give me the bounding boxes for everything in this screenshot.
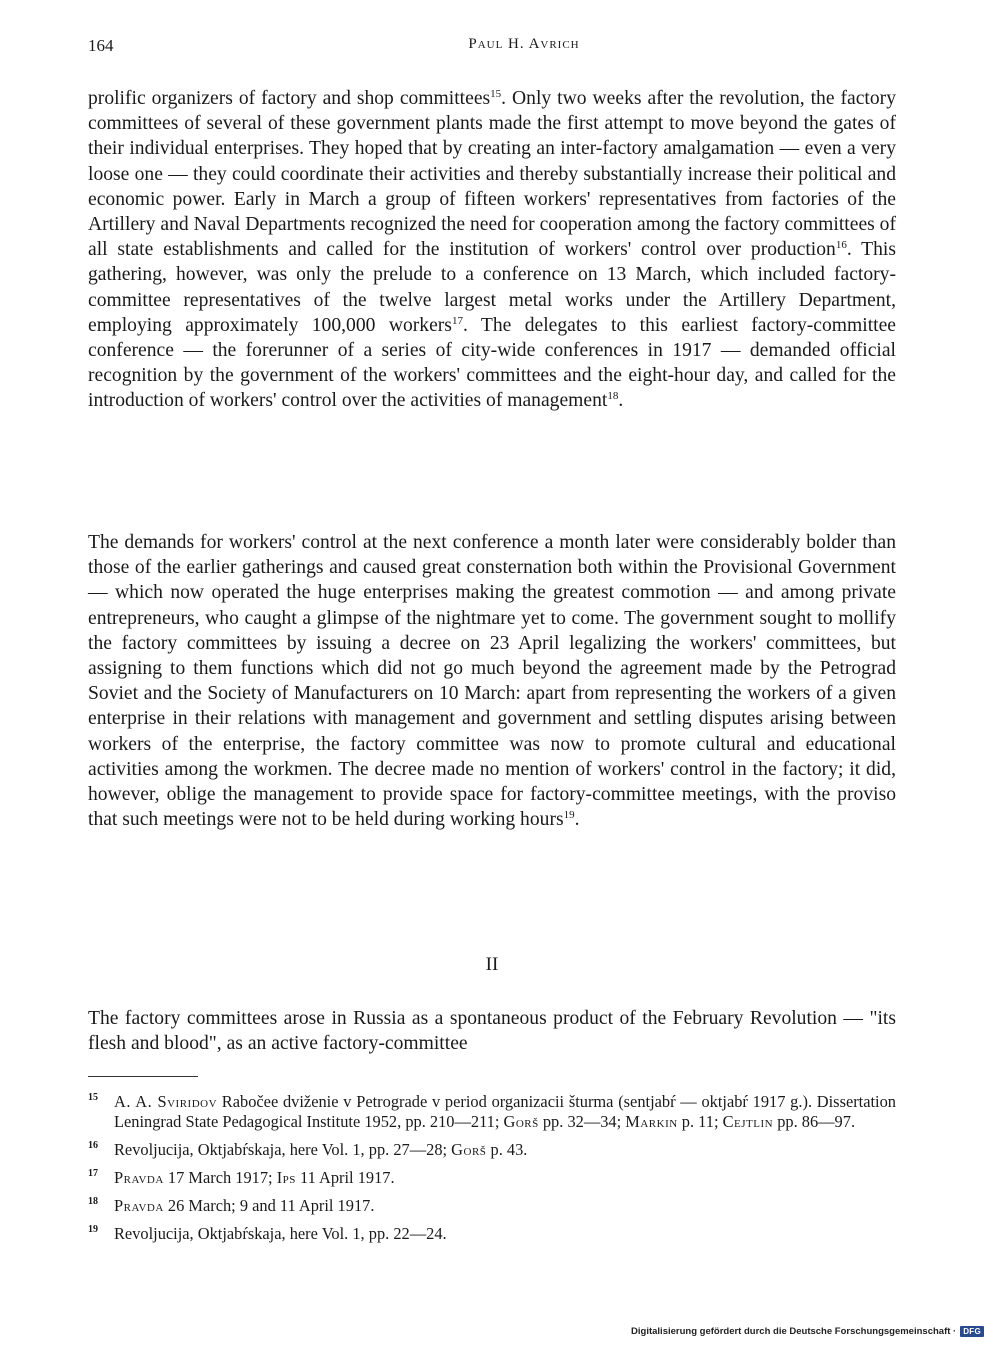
footnote-divider	[88, 1076, 198, 1077]
running-head	[88, 36, 900, 60]
page-number: 164	[88, 36, 114, 55]
footnote-19: 19 Revoljucija, Oktjabŕskaja, here Vol. 1, pp. 22—24.	[88, 1224, 896, 1244]
footnote-16: 16 Revoljucija, Oktjabŕskaja, here Vol. 1, pp. 27—28; Gorš p. 43.	[88, 1140, 896, 1160]
footnote-ref-17[interactable]: 17	[451, 314, 463, 327]
footnote-number: 18	[88, 1196, 98, 1207]
footnote-ref-18[interactable]: 18	[607, 390, 619, 403]
footnote-15: 15 A. A. Sviridov Rabočee dviženie v Petrograde v period organizacii šturma (sentjabŕ — oktjabŕ 1917 g.). Dissertation Leningrad State Pedagogical Institute 1952, pp. 210—211; Gorš pp. 32—34; Markin p. 11; Cejtlin pp. 86—97.	[88, 1092, 896, 1132]
footnote-ref-15[interactable]: 15	[490, 88, 502, 100]
footnote-18: 18 Pravda 26 March; 9 and 11 April 1917.	[88, 1196, 896, 1216]
footnote-ref-16[interactable]: 16	[835, 239, 847, 252]
credit-text: Digitalisierung gefördert durch die Deutsche Forschungsgemeinschaft ·	[631, 1326, 957, 1337]
running-head-author: Paul H. Avrich	[468, 36, 580, 52]
footnotes	[88, 1092, 896, 1252]
footnote-number: 16	[88, 1140, 98, 1151]
footnote-number: 17	[88, 1168, 98, 1179]
section-heading: II	[485, 954, 499, 975]
footnote-17: 17 Pravda 17 March 1917; Ips 11 April 1917.	[88, 1168, 896, 1188]
footnote-ref-19[interactable]: 19	[563, 809, 575, 822]
dfg-logo: DFG	[960, 1326, 984, 1337]
body-paragraph-1: prolific organizers of factory and shop committees$^{15}$. Only two weeks after the revolution, the factory committees of several of these government plants made the first attempt to move beyond the gates of their individual enterprises. They hoped that by creating an inter-factory amalgamation — even a very loose one — they could coordinate their activities and thereby substantially increase their political and economic power. Early in March a group of fifteen workers' representatives from factories of the Artillery and Naval Departments recognized the need for cooperation among the factory committees of all state establishments and called for the institution of workers' control over production$^{16}$. This gathering, however, was only the prelude to a conference on 13 March, which included factory-committee representatives of the twelve largest metal works under the Artillery Department, employing approximately 100,000 workers$^{17}$. The delegates to this earliest factory-committee conference — the forerunner of a series of city-wide conferences in 1917 — demanded official recognition by the government of the workers' committees and the eight-hour day, and called for the introduction of workers' control over the activities of management$^{18}$.	[88, 88, 896, 412]
footnote-number: 19	[88, 1224, 98, 1235]
footnote-number: 15	[88, 1092, 98, 1103]
body-paragraph-2: The demands for workers' control at the next conference a month later were considerably bolder than those of the earlier gatherings and caused great consternation both within the Provisional Government — which now operated the huge enterprises making the greatest commotion — and among private entrepreneurs, who caught a glimpse of the nightmare yet to come. The government sought to mollify the factory committees by issuing a decree on 23 April legalizing the workers' committees, but assigning to them functions which did not go much beyond the agreement made by the Petrograd Soviet and the Society of Manufacturers on 10 March: apart from representing the workers of a given enterprise in their relations with management and government and settling disputes arising between workers of the enterprise, the factory committee was now to promote cultural and educational activities among the workmen. The decree made no mention of workers' control in the factory; it did, however, oblige the management to provide space for factory-committee meetings, with the proviso that such meetings were not to be held during working hours$^{19}$.	[88, 532, 896, 831]
body-paragraph-3: The factory committees arose in Russia as a spontaneous product of the February Revolution — "its flesh and blood", as an active factory-committee	[88, 1008, 896, 1055]
digitization-credit	[631, 1326, 984, 1337]
